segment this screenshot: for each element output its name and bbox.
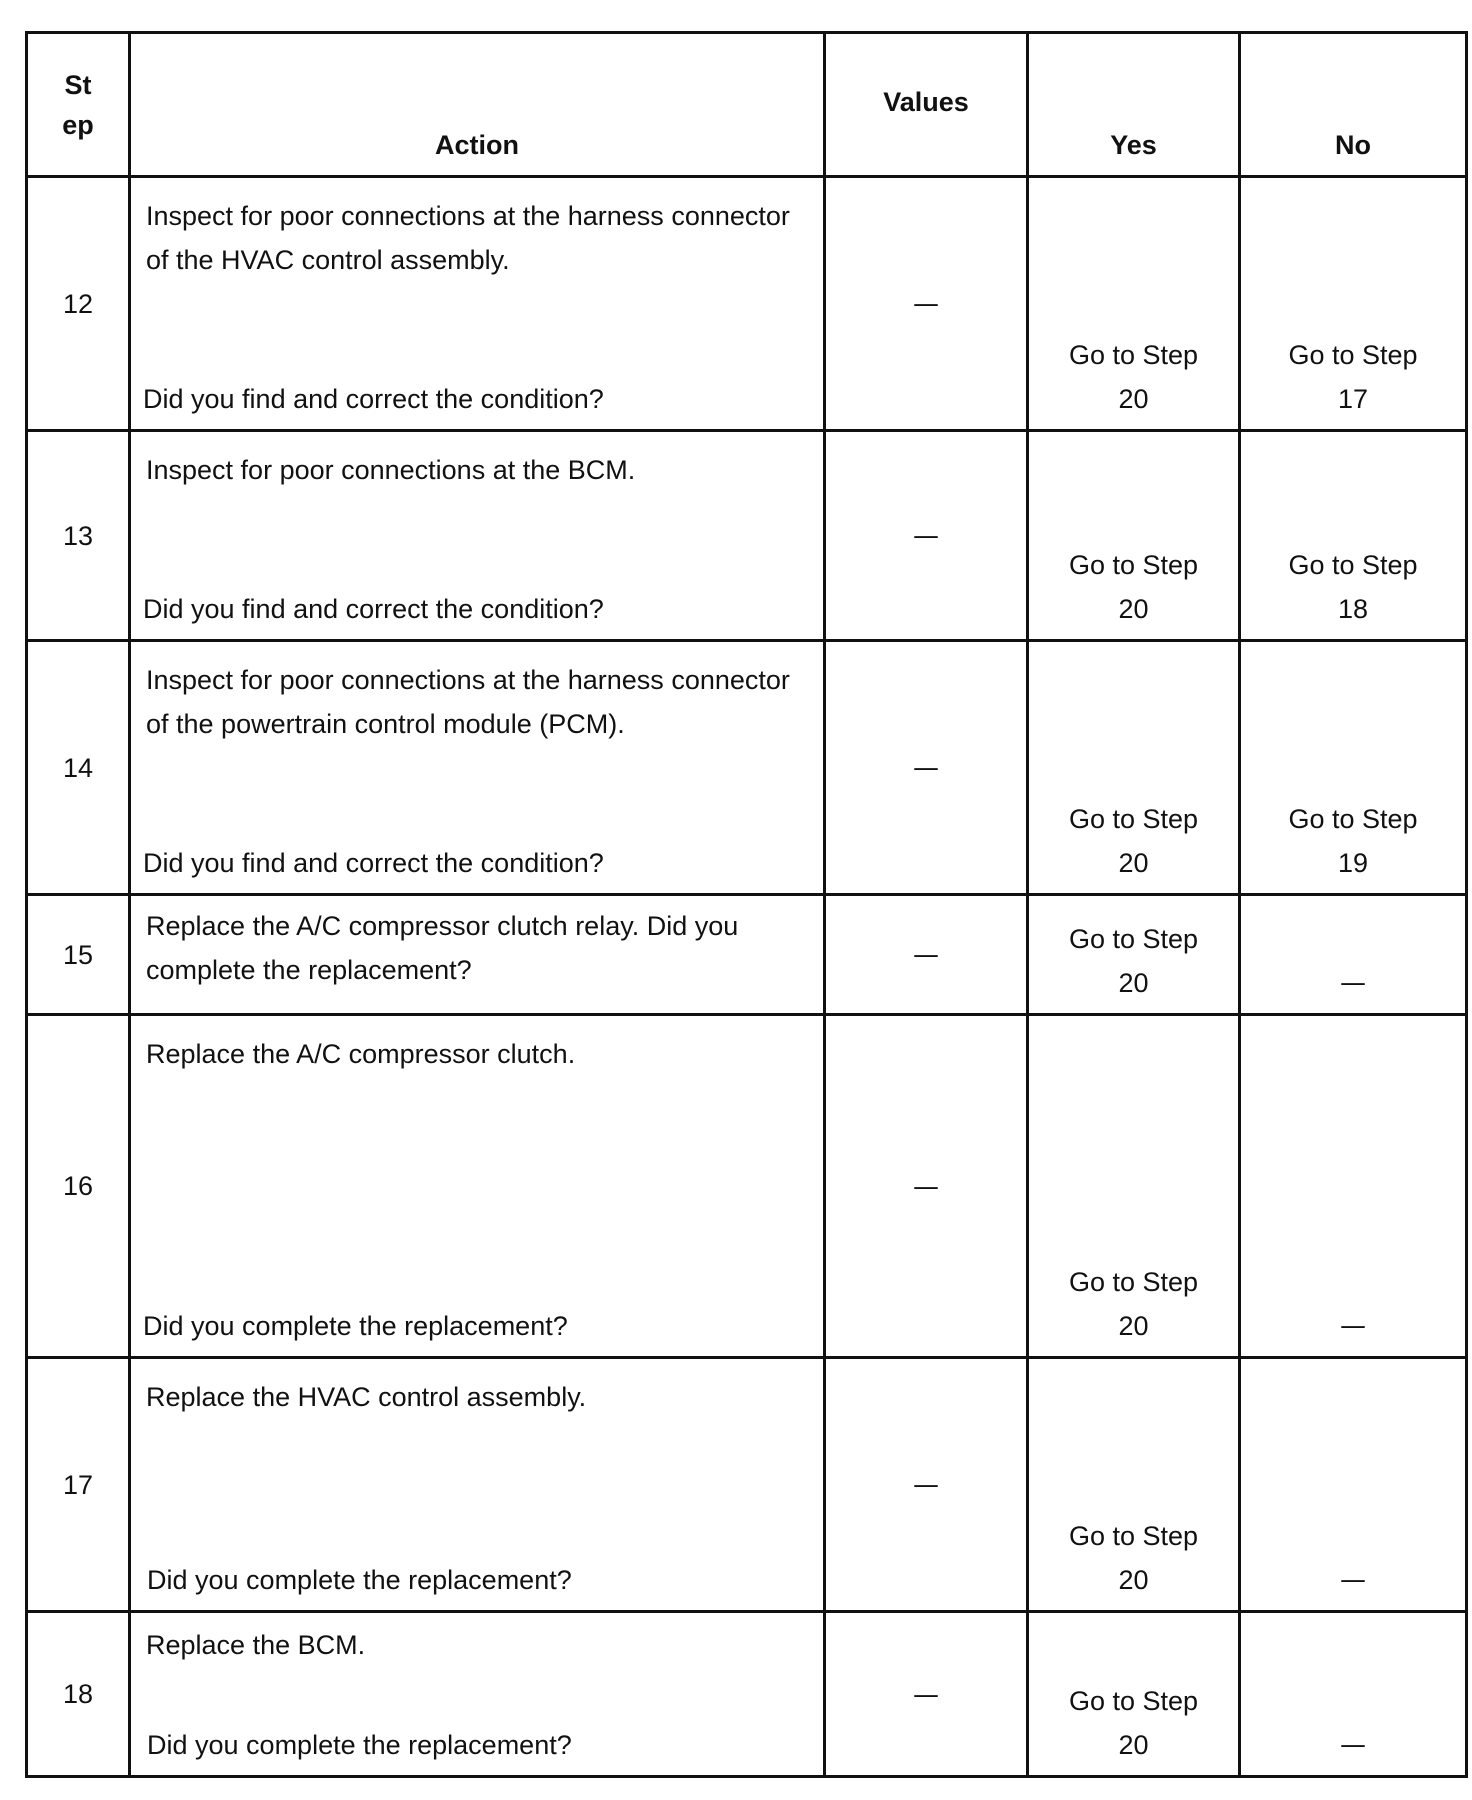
table-row	[27, 895, 1467, 1015]
no-goto-label: Go to Step	[1288, 804, 1418, 834]
no-dash: —	[1340, 968, 1366, 998]
values-cell	[825, 1358, 1028, 1612]
values-cell	[825, 177, 1028, 431]
yes-cell	[1028, 895, 1240, 1015]
no-goto-label: Go to Step	[1288, 340, 1418, 370]
table-row	[27, 177, 1467, 431]
yes-cell	[1028, 1612, 1240, 1777]
step-number: 16	[27, 1015, 130, 1358]
no-cell	[1240, 641, 1467, 895]
values-cell	[825, 431, 1028, 641]
header-step-line2: ep	[62, 109, 94, 140]
table-row	[27, 431, 1467, 641]
action-question: Did you find and correct the condition?	[143, 594, 604, 624]
values-dash: —	[913, 1171, 939, 1202]
step-number: 12	[27, 177, 130, 431]
action-instruction: Inspect for poor connections at the harness connector of the HVAC control assembly.	[146, 201, 790, 275]
action-cell	[130, 1358, 825, 1612]
action-cell	[130, 1015, 825, 1358]
action-cell	[130, 177, 825, 431]
action-question: Did you find and correct the condition?	[143, 848, 604, 878]
no-cell	[1240, 1358, 1467, 1612]
values-dash: —	[913, 289, 939, 319]
no-goto-label: Go to Step	[1288, 550, 1418, 580]
table-row	[27, 641, 1467, 895]
yes-goto-label: Go to Step	[1068, 550, 1199, 580]
step-number: 15	[27, 895, 130, 1015]
yes-goto-step: 20	[1118, 848, 1149, 878]
no-cell	[1240, 895, 1467, 1015]
header-yes: Yes	[1028, 33, 1240, 177]
step-number: 14	[27, 641, 130, 895]
action-question: Did you complete the replacement?	[143, 1311, 568, 1341]
no-dash: —	[1340, 1730, 1366, 1760]
action-instruction: Replace the BCM.	[146, 1630, 366, 1660]
action-instruction: Replace the A/C compressor clutch relay. Did you complete the replacement?	[146, 911, 739, 985]
values-dash: —	[913, 1679, 939, 1710]
values-cell	[825, 895, 1028, 1015]
yes-goto-step: 20	[1118, 1730, 1149, 1760]
step-number: 13	[27, 431, 130, 641]
values-cell	[825, 1612, 1028, 1777]
yes-goto-step: 20	[1118, 1311, 1149, 1341]
no-dash: —	[1340, 1565, 1366, 1595]
step-number: 17	[27, 1358, 130, 1612]
yes-goto-step: 20	[1118, 384, 1149, 414]
no-cell	[1240, 1612, 1467, 1777]
no-goto-step: 19	[1337, 848, 1369, 878]
action-cell	[130, 1612, 825, 1777]
values-cell	[825, 1015, 1028, 1358]
header-step	[27, 33, 130, 177]
values-cell	[825, 641, 1028, 895]
yes-goto-step: 20	[1118, 594, 1149, 624]
action-instruction: Replace the HVAC control assembly.	[146, 1382, 587, 1412]
values-dash: —	[913, 1470, 939, 1500]
header-no: No	[1240, 33, 1467, 177]
header-row	[27, 33, 1467, 177]
action-question: Did you complete the replacement?	[147, 1565, 572, 1595]
action-instruction: Replace the A/C compressor clutch.	[146, 1039, 576, 1069]
yes-goto-step: 20	[1118, 968, 1149, 998]
yes-cell	[1028, 1015, 1240, 1358]
action-cell	[130, 895, 825, 1015]
no-dash: —	[1340, 1311, 1366, 1341]
values-dash: —	[913, 940, 939, 970]
no-cell	[1240, 177, 1467, 431]
action-instruction: Inspect for poor connections at the harness connector of the powertrain control module (PCM).	[146, 665, 790, 739]
yes-goto-label: Go to Step	[1068, 340, 1199, 370]
action-question: Did you complete the replacement?	[147, 1730, 572, 1760]
yes-goto-label: Go to Step	[1068, 924, 1199, 954]
action-cell	[130, 641, 825, 895]
yes-goto-label: Go to Step	[1068, 804, 1199, 834]
values-dash: —	[913, 753, 939, 783]
table-row	[27, 1015, 1467, 1358]
action-question: Did you find and correct the condition?	[143, 384, 604, 414]
yes-cell	[1028, 177, 1240, 431]
table-row	[27, 1612, 1467, 1777]
diagnostic-table	[25, 31, 1468, 1778]
action-cell	[130, 431, 825, 641]
yes-cell	[1028, 431, 1240, 641]
yes-cell	[1028, 1358, 1240, 1612]
step-number: 18	[27, 1612, 130, 1777]
yes-goto-step: 20	[1118, 1565, 1149, 1595]
yes-goto-label: Go to Step	[1068, 1686, 1199, 1716]
values-dash: —	[913, 521, 939, 551]
no-cell	[1240, 431, 1467, 641]
table-row	[27, 1358, 1467, 1612]
no-goto-step: 17	[1337, 384, 1369, 414]
yes-cell	[1028, 641, 1240, 895]
yes-goto-label: Go to Step	[1068, 1267, 1199, 1297]
no-cell	[1240, 1015, 1467, 1358]
header-action: Action	[130, 33, 825, 177]
header-step-line1: St	[64, 69, 92, 100]
yes-goto-label: Go to Step	[1068, 1521, 1199, 1551]
no-goto-step: 18	[1337, 594, 1369, 624]
header-values: Values	[825, 33, 1028, 177]
action-instruction: Inspect for poor connections at the BCM.	[146, 455, 636, 485]
